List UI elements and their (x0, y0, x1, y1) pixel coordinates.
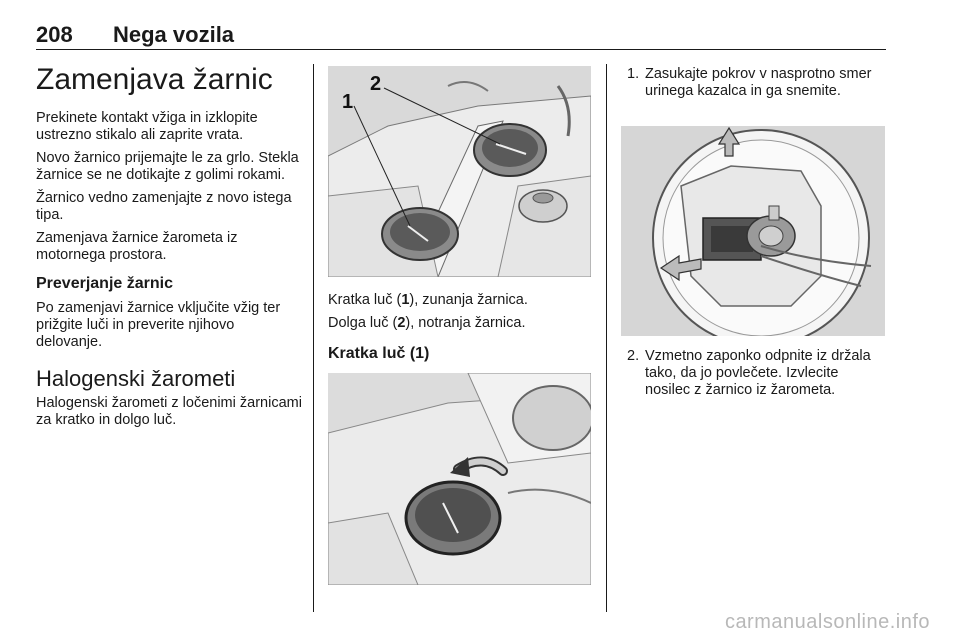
main-heading: Zamenjava žarnic (36, 63, 273, 96)
headlamp-illustration (328, 66, 591, 277)
step-1: 1. Zasukajte pokrov v nasprotno smer urinega kazalca in ga snemite. (627, 66, 872, 99)
figure-label-2: 2 (370, 73, 382, 95)
step-2: 2. Vzmetno zaponko odpnite iz držala tako, da jo povlečete. Izvlecite nosilec z žarnico iz žarometa. (627, 348, 871, 398)
column-2 (328, 292, 598, 370)
subheading-low-beam: Kratka luč (1) (328, 345, 430, 362)
cap-rotation-figure (328, 373, 591, 585)
paragraph: Zamenjava žarnice žarometa iz motornega prostora. (36, 230, 238, 263)
figure-label-1: 1 (342, 91, 354, 113)
section-title: Nega vozila (113, 22, 235, 47)
paragraph: Halogenski žarometi z ločenimi žarnicami za kratko in dolgo luč. (36, 395, 302, 428)
column-1 (36, 62, 302, 435)
subheading-check: Preverjanje žarnic (36, 275, 173, 292)
paragraph: Žarnico vedno zamenjajte z novo istega tipa. (36, 190, 292, 223)
cap-rotation-illustration (328, 373, 591, 585)
column-3-top (621, 66, 887, 100)
connector-figure (621, 126, 885, 336)
column-3-bottom (621, 348, 887, 399)
column-divider-2 (606, 64, 607, 612)
paragraph: Prekinete kontakt vžiga in izklopite ustrezno stikalo ali zaprite vrata. (36, 110, 258, 143)
paragraph: Novo žarnico prijemajte le za grlo. Stekla žarnice se ne dotikajte z golimi rokami. (36, 150, 299, 183)
paragraph: Po zamenjavi žarnice vključite vžig ter prižgite luči in preverite njihovo delovanje. (36, 300, 281, 350)
headlamp-figure (328, 66, 591, 277)
watermark: carmanualsonline.info (724, 611, 930, 633)
connector-illustration (621, 126, 885, 336)
column-divider-1 (313, 64, 314, 612)
header-divider (36, 49, 886, 50)
subheading-halogen: Halogenski žarometi (36, 366, 236, 391)
caption-low-beam: Kratka luč (1), zunanja žarnica. (328, 292, 528, 308)
caption-high-beam: Dolga luč (2), notranja žarnica. (328, 315, 526, 331)
page-number: 208 (36, 22, 73, 47)
